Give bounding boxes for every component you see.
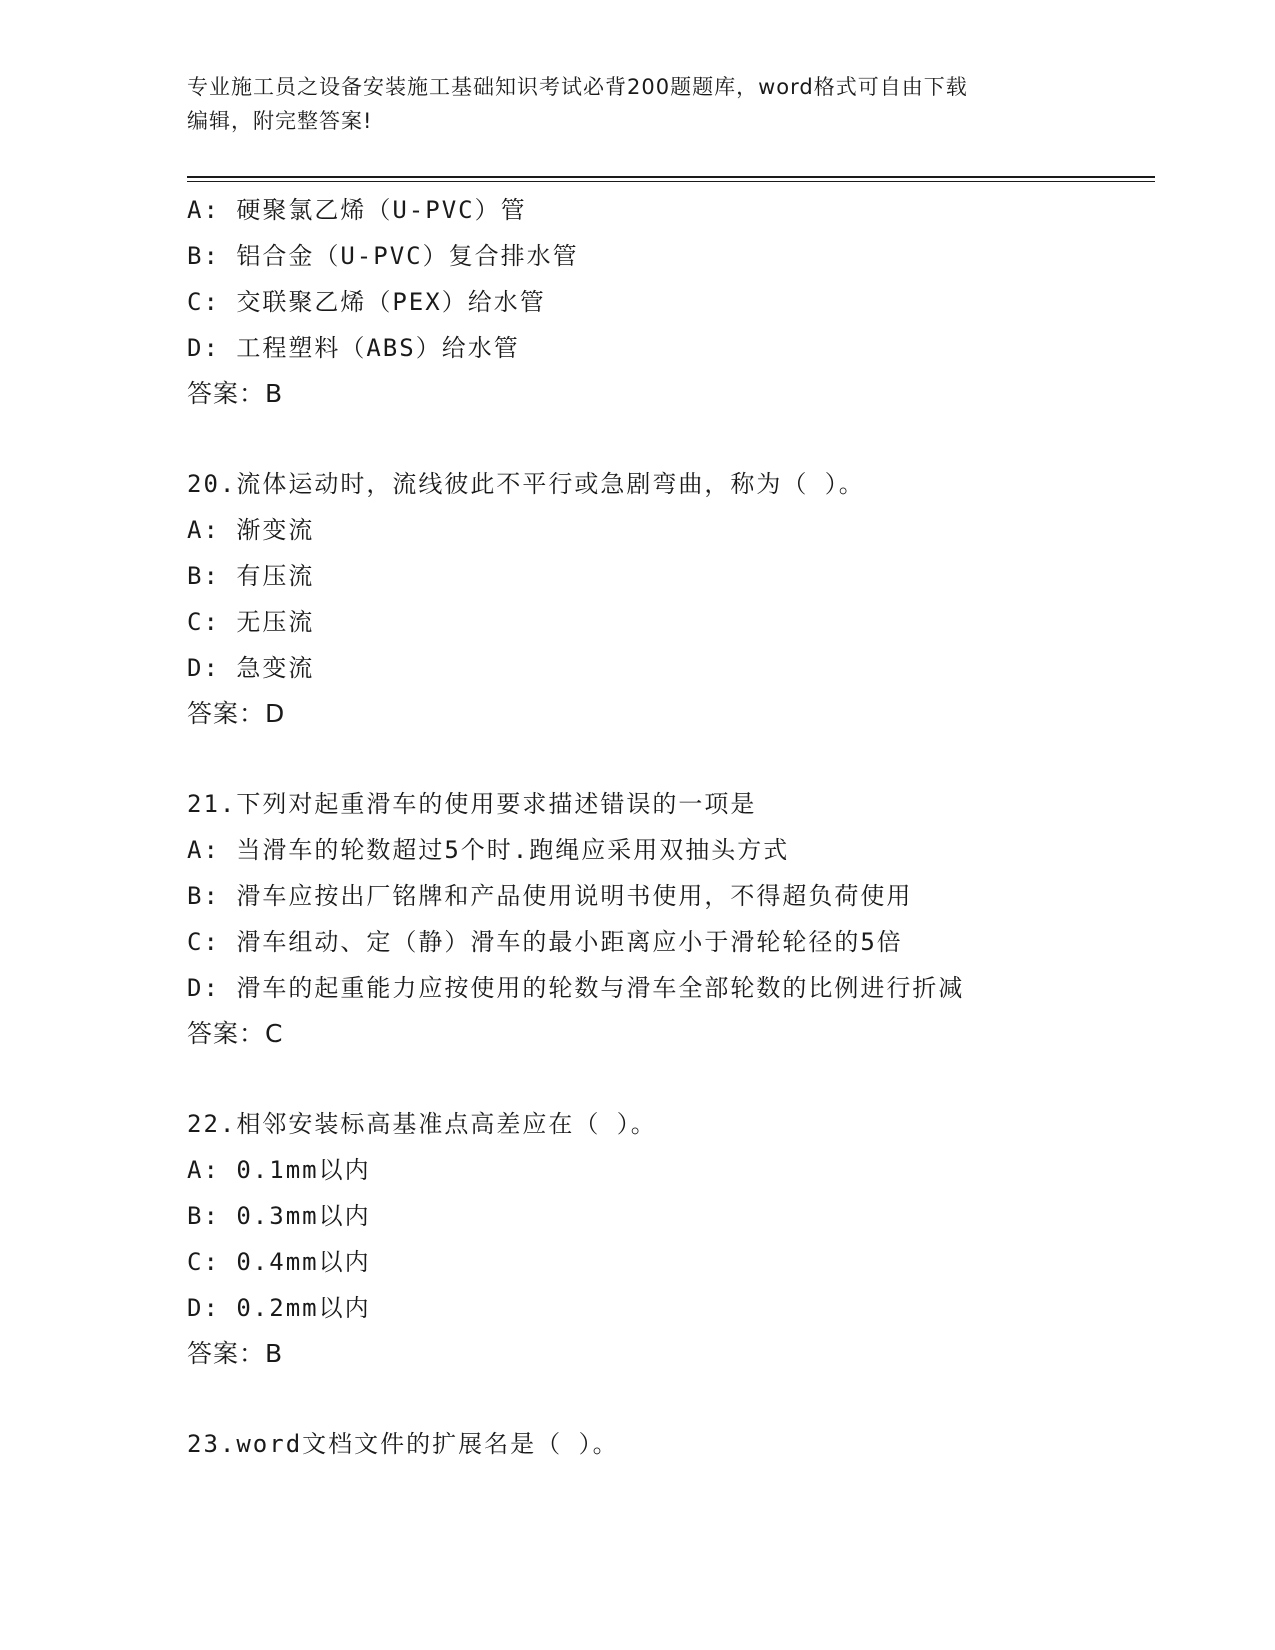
document-title [187,70,1087,138]
question-text: 23.word文档文件的扩展名是（ ）。 [187,1430,619,1458]
option-c: C: 0.4mm以内 [187,1248,371,1276]
option-c: C: 滑车组动、定（静）滑车的最小距离应小于滑轮轮径的5倍 [187,928,903,956]
spacer [187,1057,1155,1101]
question-block-22 [187,1101,1155,1377]
spacer [187,737,1155,781]
question-text: 22.相邻安装标高基准点高差应在（ ）。 [187,1110,657,1138]
option-c: C: 交联聚乙烯（PEX）给水管 [187,288,546,316]
option-a: A: 当滑车的轮数超过5个时.跑绳应采用双抽头方式 [187,836,790,864]
option-d: D: 工程塑料（ABS）给水管 [187,334,520,362]
option-b: B: 有压流 [187,562,315,590]
question-block-19 [187,187,1155,417]
option-c: C: 无压流 [187,608,315,636]
answer: 答案：B [187,1339,284,1368]
option-d: D: 急变流 [187,654,315,682]
title-line-2: 编辑，附完整答案! [187,109,373,133]
question-block-23 [187,1421,1155,1467]
option-d: D: 0.2mm以内 [187,1294,371,1322]
spacer [187,1377,1155,1421]
title-divider-thick [187,176,1155,178]
answer: 答案：D [187,699,286,728]
question-text: 20.流体运动时，流线彼此不平行或急剧弯曲，称为（ ）。 [187,470,865,498]
option-b: B: 滑车应按出厂铭牌和产品使用说明书使用，不得超负荷使用 [187,882,913,910]
question-text: 21.下列对起重滑车的使用要求描述错误的一项是 [187,790,757,818]
title-line-1: 专业施工员之设备安装施工基础知识考试必背200题题库，word格式可自由下载 [187,75,968,99]
question-list [187,187,1155,1467]
option-a: A: 渐变流 [187,516,315,544]
title-divider-thin [187,181,1155,182]
spacer [187,417,1155,461]
answer: 答案：C [187,1019,284,1048]
question-block-20 [187,461,1155,737]
option-b: B: 0.3mm以内 [187,1202,371,1230]
option-a: A: 硬聚氯乙烯（U-PVC）管 [187,196,527,224]
option-a: A: 0.1mm以内 [187,1156,371,1184]
option-b: B: 铝合金（U-PVC）复合排水管 [187,242,579,270]
option-d: D: 滑车的起重能力应按使用的轮数与滑车全部轮数的比例进行折减 [187,974,965,1002]
question-block-21 [187,781,1155,1057]
answer: 答案：B [187,379,284,408]
